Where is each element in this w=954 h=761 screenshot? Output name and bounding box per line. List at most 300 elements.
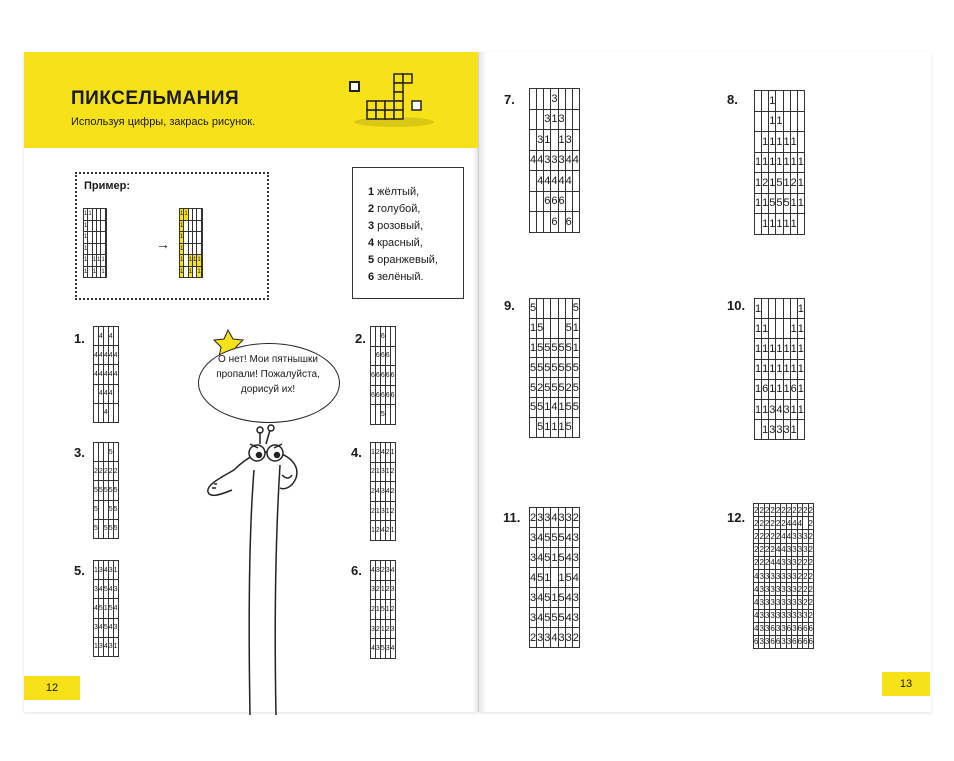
grid-cell[interactable]: 4 [390,639,395,659]
grid-cell[interactable] [769,299,776,319]
grid-cell[interactable]: 3 [792,556,797,569]
grid-cell[interactable]: 4 [103,384,108,403]
grid-cell[interactable]: 3 [786,569,791,582]
grid-cell[interactable]: 5 [94,519,99,538]
grid-cell[interactable]: 1 [762,152,769,173]
grid-cell[interactable]: 1 [783,214,790,235]
grid-cell[interactable]: 2 [803,556,808,569]
grid-cell[interactable]: 6 [385,366,390,386]
grid-cell[interactable]: 1 [558,130,565,151]
grid-cell[interactable] [537,212,544,233]
grid-cell[interactable]: 4 [565,608,572,628]
grid-cell[interactable]: 5 [565,397,572,417]
grid-cell[interactable]: 3 [786,596,791,609]
grid-cell[interactable]: 4 [775,556,780,569]
grid-cell[interactable]: 4 [375,482,380,502]
grid-cell[interactable]: 1 [790,319,797,339]
grid-cell[interactable]: 2 [98,462,103,481]
grid-cell[interactable]: 1 [188,266,192,278]
grid-cell[interactable]: 4 [98,346,103,365]
grid-cell[interactable] [551,130,558,151]
grid-cell[interactable]: 1 [101,255,105,267]
grid-cell[interactable]: 1 [551,417,558,437]
grid-cell[interactable]: 1 [180,220,184,232]
grid-cell[interactable]: 2 [759,543,764,556]
grid-cell[interactable]: 1 [375,501,380,521]
grid-cell[interactable]: 5 [113,500,118,519]
grid-cell[interactable]: 3 [786,635,791,648]
grid-cell[interactable]: 2 [565,378,572,398]
grid-cell[interactable]: 4 [108,618,113,637]
grid-cell[interactable]: 3 [776,420,783,440]
grid-cell[interactable]: 1 [197,266,201,278]
grid-cell[interactable]: 2 [808,530,813,543]
grid-cell[interactable]: 3 [792,609,797,622]
grid-cell[interactable]: 1 [180,266,184,278]
grid-cell[interactable]: 3 [759,622,764,635]
grid-cell[interactable]: 1 [103,599,108,618]
grid-cell[interactable] [565,109,572,130]
grid-cell[interactable]: 4 [551,628,558,648]
grid-cell[interactable] [537,109,544,130]
grid-cell[interactable] [783,319,790,339]
grid-cell[interactable]: 2 [385,619,390,639]
grid-cell[interactable]: 2 [808,583,813,596]
grid-cell[interactable]: 2 [371,462,376,482]
grid-cell[interactable]: 1 [762,399,769,419]
grid-cell[interactable]: 1 [92,266,96,278]
grid-cell[interactable]: 3 [783,420,790,440]
grid-cell[interactable]: 6 [754,635,759,648]
grid-cell[interactable] [572,212,579,233]
grid-cell[interactable]: 1 [180,209,184,221]
grid-cell[interactable]: 1 [572,338,579,358]
grid-cell[interactable] [797,420,804,440]
grid-cell[interactable]: 3 [558,109,565,130]
grid-cell[interactable]: 6 [808,622,813,635]
grid-cell[interactable]: 3 [385,639,390,659]
grid-cell[interactable]: 6 [380,327,385,347]
grid-cell[interactable]: 1 [755,319,762,339]
grid-cell[interactable]: 2 [572,508,579,528]
grid-cell[interactable]: 3 [781,622,786,635]
grid-cell[interactable]: 6 [770,622,775,635]
grid-cell[interactable]: 1 [797,299,804,319]
grid-cell[interactable] [537,191,544,212]
grid-cell[interactable]: 1 [797,173,804,194]
grid-cell[interactable]: 4 [385,482,390,502]
grid-cell[interactable]: 3 [764,635,769,648]
grid-cell[interactable]: 4 [565,150,572,171]
grid-cell[interactable] [565,89,572,110]
grid-cell[interactable]: 5 [108,481,113,500]
grid-cell[interactable]: 2 [572,628,579,648]
grid-cell[interactable]: 3 [537,628,544,648]
grid-cell[interactable]: 3 [108,637,113,656]
grid-cell[interactable]: 1 [762,214,769,235]
grid-cell[interactable]: 6 [380,385,385,405]
grid-cell[interactable]: 1 [769,111,776,132]
grid-cell[interactable]: 3 [803,530,808,543]
grid-cell[interactable]: 6 [551,212,558,233]
grid-cell[interactable]: 5 [565,568,572,588]
grid-cell[interactable]: 1 [762,193,769,214]
grid-cell[interactable]: 5 [544,588,551,608]
grid-cell[interactable]: 6 [375,366,380,386]
grid-cell[interactable] [544,89,551,110]
grid-cell[interactable]: 3 [764,569,769,582]
grid-cell[interactable]: 3 [803,609,808,622]
grid-cell[interactable] [530,130,537,151]
grid-cell[interactable]: 5 [565,318,572,338]
grid-cell[interactable] [762,91,769,112]
grid-cell[interactable]: 2 [103,462,108,481]
grid-cell[interactable]: 2 [808,543,813,556]
grid-cell[interactable]: 5 [537,568,544,588]
grid-cell[interactable]: 3 [786,556,791,569]
grid-cell[interactable] [755,420,762,440]
grid-cell[interactable]: 1 [783,339,790,359]
grid-cell[interactable]: 1 [783,173,790,194]
grid-cell[interactable]: 4 [754,583,759,596]
grid-cell[interactable]: 2 [764,543,769,556]
grid-cell[interactable]: 4 [551,171,558,192]
grid-cell[interactable]: 1 [769,214,776,235]
grid-cell[interactable]: 2 [803,569,808,582]
grid-cell[interactable]: 1 [188,255,192,267]
grid-cell[interactable]: 2 [108,462,113,481]
grid-cell[interactable]: 1 [797,339,804,359]
grid-cell[interactable]: 3 [572,548,579,568]
grid-cell[interactable]: 3 [530,588,537,608]
grid-cell[interactable]: 2 [775,530,780,543]
grid-cell[interactable]: 2 [371,501,376,521]
grid-cell[interactable]: 1 [769,91,776,112]
grid-cell[interactable]: 4 [103,346,108,365]
grid-cell[interactable]: 6 [792,635,797,648]
grid-cell[interactable]: 2 [385,443,390,463]
grid-cell[interactable]: 2 [390,462,395,482]
grid-cell[interactable]: 5 [551,608,558,628]
grid-cell[interactable]: 1 [390,443,395,463]
grid-cell[interactable]: 3 [759,583,764,596]
grid-cell[interactable]: 6 [544,191,551,212]
grid-cell[interactable] [105,243,106,255]
grid-cell[interactable]: 1 [380,619,385,639]
grid-cell[interactable]: 6 [385,385,390,405]
grid-cell[interactable]: 4 [551,508,558,528]
grid-cell[interactable]: 1 [797,379,804,399]
grid-cell[interactable]: 6 [371,385,376,405]
grid-cell[interactable]: 3 [759,596,764,609]
grid-cell[interactable] [797,132,804,153]
grid-cell[interactable]: 2 [754,504,759,517]
grid-cell[interactable]: 2 [754,543,759,556]
grid-cell[interactable]: 1 [193,255,197,267]
grid-cell[interactable]: 6 [375,385,380,405]
grid-cell[interactable]: 3 [565,130,572,151]
grid-cell[interactable]: 3 [572,588,579,608]
grid-cell[interactable]: 1 [84,243,88,255]
grid-cell[interactable]: 3 [764,609,769,622]
grid-cell[interactable]: 1 [790,152,797,173]
grid-cell[interactable]: 1 [572,318,579,338]
grid-cell[interactable]: 1 [375,462,380,482]
grid-cell[interactable]: 3 [385,561,390,581]
grid-cell[interactable]: 2 [808,609,813,622]
grid-cell[interactable]: 3 [544,508,551,528]
grid-cell[interactable]: 4 [108,384,113,403]
grid-cell[interactable]: 4 [113,346,118,365]
grid-cell[interactable] [544,212,551,233]
grid-cell[interactable]: 1 [790,399,797,419]
grid-cell[interactable]: 5 [537,318,544,338]
grid-cell[interactable] [105,220,106,232]
grid-cell[interactable]: 1 [530,318,537,338]
grid-cell[interactable] [776,319,783,339]
grid-cell[interactable]: 1 [551,548,558,568]
grid-cell[interactable]: 2 [380,561,385,581]
grid-cell[interactable]: 2 [781,517,786,530]
grid-cell[interactable]: 6 [770,635,775,648]
grid-cell[interactable]: 3 [775,609,780,622]
grid-cell[interactable]: 2 [797,569,802,582]
grid-cell[interactable] [783,299,790,319]
grid-cell[interactable]: 3 [770,596,775,609]
grid-cell[interactable]: 2 [792,504,797,517]
grid-cell[interactable]: 3 [775,583,780,596]
grid-cell[interactable]: 2 [790,173,797,194]
grid-cell[interactable]: 3 [108,561,113,580]
grid-cell[interactable]: 1 [783,359,790,379]
grid-cell[interactable]: 4 [98,365,103,384]
grid-cell[interactable]: 3 [783,399,790,419]
grid-cell[interactable]: 2 [530,508,537,528]
grid-cell[interactable] [390,327,395,347]
grid-cell[interactable]: 1 [762,132,769,153]
grid-cell[interactable]: 4 [380,443,385,463]
grid-cell[interactable]: 3 [775,596,780,609]
grid-cell[interactable]: 3 [390,580,395,600]
grid-cell[interactable]: 2 [113,462,118,481]
grid-cell[interactable]: 1 [94,637,99,656]
grid-cell[interactable]: 2 [371,482,376,502]
grid-cell[interactable]: 3 [786,609,791,622]
grid-cell[interactable] [565,191,572,212]
grid-cell[interactable]: 3 [544,628,551,648]
grid-cell[interactable]: 1 [755,152,762,173]
grid-cell[interactable]: 3 [380,501,385,521]
grid-cell[interactable]: 3 [558,628,565,648]
grid-cell[interactable]: 2 [385,521,390,541]
grid-cell[interactable]: 5 [537,397,544,417]
grid-cell[interactable]: 3 [797,596,802,609]
grid-cell[interactable]: 6 [775,635,780,648]
grid-cell[interactable] [572,171,579,192]
grid-cell[interactable]: 6 [380,346,385,366]
grid-cell[interactable]: 1 [544,397,551,417]
grid-cell[interactable]: 4 [537,528,544,548]
grid-cell[interactable]: 2 [759,504,764,517]
grid-cell[interactable]: 4 [108,346,113,365]
grid-cell[interactable]: 5 [537,338,544,358]
grid-cell[interactable]: 1 [755,359,762,379]
grid-cell[interactable]: 5 [530,358,537,378]
grid-cell[interactable]: 2 [808,517,813,530]
grid-cell[interactable]: 4 [781,543,786,556]
grid-cell[interactable] [790,111,797,132]
grid-cell[interactable]: 2 [764,517,769,530]
grid-cell[interactable]: 3 [792,622,797,635]
grid-cell[interactable]: 1 [776,152,783,173]
grid-cell[interactable]: 4 [754,609,759,622]
grid-cell[interactable]: 5 [530,397,537,417]
grid-cell[interactable]: 3 [781,583,786,596]
grid-cell[interactable]: 2 [808,556,813,569]
grid-cell[interactable]: 1 [544,130,551,151]
grid-cell[interactable]: 4 [775,543,780,556]
grid-cell[interactable]: 3 [380,482,385,502]
grid-cell[interactable] [544,299,551,319]
grid-cell[interactable]: 5 [776,173,783,194]
grid-cell[interactable]: 2 [770,530,775,543]
grid-cell[interactable]: 3 [530,548,537,568]
grid-cell[interactable]: 4 [113,365,118,384]
grid-cell[interactable]: 3 [769,399,776,419]
grid-cell[interactable]: 4 [565,548,572,568]
grid-cell[interactable]: 6 [375,346,380,366]
grid-cell[interactable]: 1 [769,173,776,194]
grid-cell[interactable] [390,405,395,425]
grid-cell[interactable]: 1 [755,173,762,194]
grid-cell[interactable]: 6 [551,191,558,212]
grid-cell[interactable]: 5 [537,358,544,378]
grid-cell[interactable]: 2 [781,504,786,517]
grid-cell[interactable]: 2 [759,530,764,543]
grid-cell[interactable]: 4 [537,608,544,628]
grid-cell[interactable]: 5 [94,481,99,500]
grid-cell[interactable]: 1 [769,152,776,173]
grid-cell[interactable]: 1 [755,399,762,419]
grid-cell[interactable]: 4 [572,150,579,171]
grid-cell[interactable]: 1 [797,359,804,379]
grid-cell[interactable]: 3 [792,543,797,556]
grid-cell[interactable]: 4 [98,618,103,637]
grid-cell[interactable]: 6 [385,346,390,366]
grid-cell[interactable]: 3 [797,609,802,622]
grid-cell[interactable]: 1 [84,232,88,244]
grid-cell[interactable]: 4 [103,637,108,656]
grid-cell[interactable]: 1 [755,299,762,319]
grid-cell[interactable]: 2 [375,521,380,541]
grid-cell[interactable]: 1 [790,420,797,440]
grid-cell[interactable]: 3 [565,628,572,648]
grid-cell[interactable]: 6 [390,366,395,386]
grid-cell[interactable]: 5 [108,599,113,618]
grid-cell[interactable] [537,89,544,110]
grid-cell[interactable]: 5 [530,299,537,319]
grid-cell[interactable]: 3 [781,556,786,569]
grid-cell[interactable]: 4 [94,346,99,365]
grid-cell[interactable]: 1 [88,209,92,221]
grid-cell[interactable]: 3 [797,543,802,556]
grid-cell[interactable]: 5 [558,528,565,548]
grid-cell[interactable]: 5 [544,608,551,628]
grid-cell[interactable]: 1 [790,214,797,235]
grid-cell[interactable]: 3 [530,528,537,548]
grid-cell[interactable] [530,417,537,437]
grid-cell[interactable]: 5 [544,338,551,358]
grid-cell[interactable]: 5 [103,481,108,500]
grid-cell[interactable]: 4 [103,561,108,580]
grid-cell[interactable]: 2 [797,556,802,569]
grid-cell[interactable] [572,417,579,437]
grid-cell[interactable]: 5 [572,299,579,319]
grid-cell[interactable]: 5 [103,580,108,599]
grid-cell[interactable] [201,255,202,267]
grid-cell[interactable]: 3 [786,543,791,556]
grid-cell[interactable]: 4 [371,561,376,581]
grid-cell[interactable]: 3 [537,508,544,528]
grid-cell[interactable]: 3 [371,619,376,639]
grid-cell[interactable]: 3 [530,608,537,628]
grid-cell[interactable]: 4 [94,365,99,384]
grid-cell[interactable]: 5 [551,338,558,358]
grid-cell[interactable] [558,318,565,338]
grid-cell[interactable]: 3 [786,583,791,596]
grid-cell[interactable]: 3 [759,635,764,648]
grid-cell[interactable]: 5 [572,378,579,398]
grid-cell[interactable]: 2 [764,530,769,543]
grid-cell[interactable] [558,89,565,110]
grid-cell[interactable]: 5 [544,548,551,568]
grid-cell[interactable]: 1 [101,266,105,278]
grid-cell[interactable]: 2 [754,556,759,569]
grid-cell[interactable]: 5 [108,443,113,462]
grid-cell[interactable]: 2 [775,517,780,530]
grid-cell[interactable]: 1 [790,339,797,359]
grid-cell[interactable]: 3 [98,561,103,580]
grid-cell[interactable]: 5 [98,599,103,618]
grid-cell[interactable] [797,214,804,235]
grid-cell[interactable]: 1 [558,568,565,588]
grid-cell[interactable]: 5 [98,481,103,500]
grid-cell[interactable]: 1 [385,462,390,482]
grid-cell[interactable]: 2 [375,443,380,463]
grid-cell[interactable]: 5 [558,548,565,568]
grid-cell[interactable]: 2 [797,583,802,596]
grid-cell[interactable] [113,384,118,403]
grid-cell[interactable]: 2 [803,596,808,609]
grid-cell[interactable]: 4 [537,150,544,171]
grid-cell[interactable]: 1 [551,588,558,608]
grid-cell[interactable] [558,212,565,233]
grid-cell[interactable] [551,318,558,338]
grid-cell[interactable]: 1 [84,266,88,278]
grid-cell[interactable]: 3 [770,609,775,622]
grid-cell[interactable]: 3 [390,619,395,639]
grid-cell[interactable]: 5 [572,358,579,378]
grid-cell[interactable]: 1 [769,359,776,379]
grid-cell[interactable]: 5 [565,417,572,437]
grid-cell[interactable]: 1 [776,214,783,235]
grid-cell[interactable]: 2 [754,517,759,530]
grid-cell[interactable] [797,111,804,132]
grid-cell[interactable]: 3 [764,622,769,635]
grid-cell[interactable]: 5 [94,500,99,519]
grid-cell[interactable]: 1 [530,338,537,358]
grid-cell[interactable]: 1 [544,417,551,437]
